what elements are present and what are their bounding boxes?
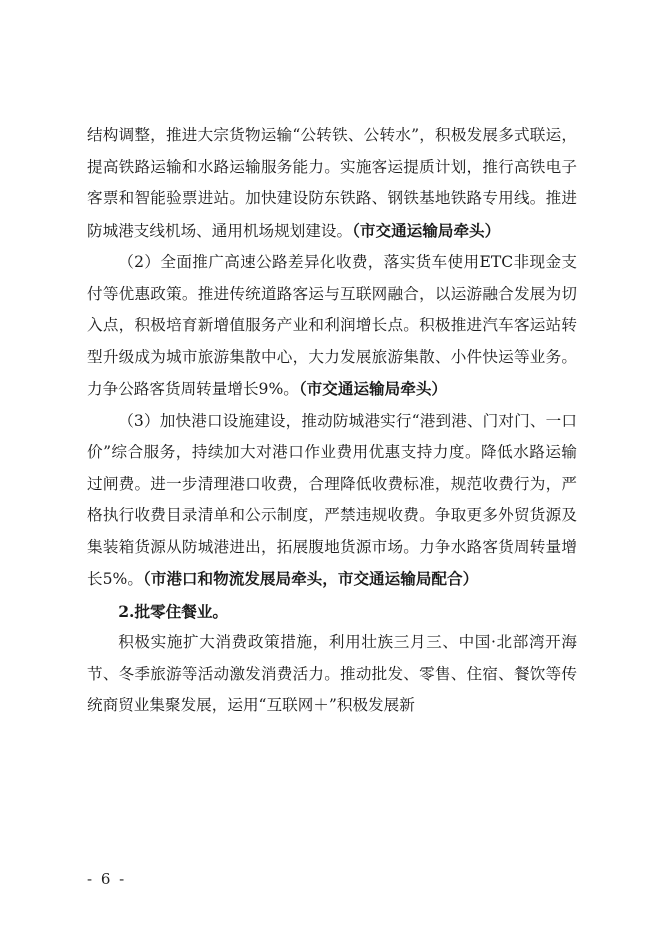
document-body xyxy=(87,120,577,722)
paragraph-3-lead-agency: （市港口和物流发展局牵头，市交通运输局配合） xyxy=(142,569,479,588)
page-number: - 6 - xyxy=(87,870,127,888)
paragraph-2 xyxy=(87,247,577,406)
paragraph-2-lead-agency: （市交通运输局牵头） xyxy=(298,379,448,398)
paragraph-3 xyxy=(87,406,577,596)
paragraph-1-lead-agency: （市交通运输局牵头） xyxy=(352,220,501,240)
paragraph-4: 积极实施扩大消费政策措施，利用壮族三月三、中国·北部湾开海节、冬季旅游等活动激发消费活力。推动批发、零售、住宿、餐饮等传统商贸业集聚发展，运用“互联网＋”积极发展新 xyxy=(87,633,577,714)
paragraph-2-text: （2）全面推广高速公路差异化收费，落实货车使用ETC非现金支付等优惠政策。推进传统道路客运与互联网融合，以运游融合发展为切入点，积极培育新增值服务产业和利润增长点。积极推进汽车客运站转型升级成为城市旅游集散中心，大力发展旅游集散、小件快运等业务。力争公路客货周转量增长9%。 xyxy=(87,253,577,398)
paragraph-1-text: 结构调整，推进大宗货物运输“公转铁、公转水”，积极发展多式联运，提高铁路运输和水路运输服务能力。实施客运提质计划，推行高铁电子客票和智能验票进站。加快建设防东铁路、钢铁基地铁路专用线。推进防城港支线机场、通用机场规划建设。 xyxy=(87,126,577,240)
section-heading: 2.批零住餐业。 xyxy=(118,601,229,621)
paragraph-3-text: （3）加快港口设施建设，推动防城港实行“港到港、门对门、一口价”综合服务，持续加大对港口作业费用优惠支持力度。降低水路运输过闸费。进一步清理港口收费，合理降低收费标准，规范收费行为，严格执行收费目录清单和公示制度，严禁违规收费。争取更多外贸货源及集装箱货源从防城港进出，拓展腹地货源市场。力争水路客货周转量增长5%。 xyxy=(87,411,577,588)
paragraph-1 xyxy=(87,120,577,247)
